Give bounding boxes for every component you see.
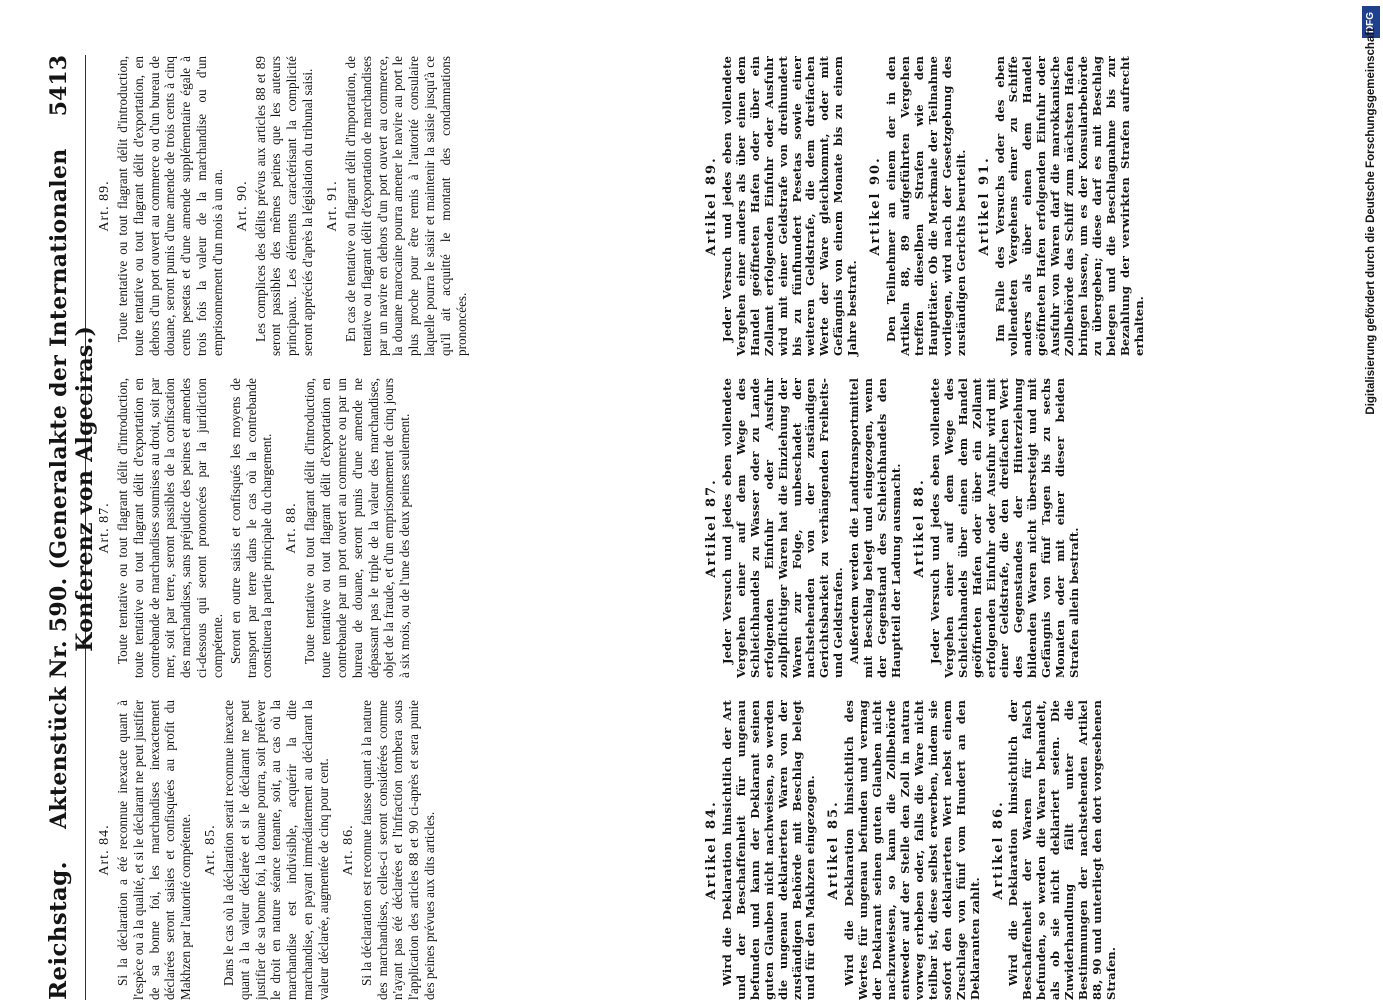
article-title: Artikel 90. — [868, 156, 884, 256]
article-title: Artikel 86. — [990, 800, 1006, 900]
article — [869, 56, 968, 356]
article-title: Art. 85. — [203, 824, 219, 876]
article-title: Artikel 87. — [704, 478, 719, 578]
article-title: Artikel 84. — [704, 800, 719, 900]
article — [705, 700, 818, 1000]
article-title: Artikel 91. — [976, 156, 992, 256]
article-title: Artikel 88. — [911, 478, 927, 578]
article — [992, 700, 1119, 1000]
article — [705, 378, 904, 678]
article — [913, 378, 1082, 678]
article-paragraph: Den Teilnehmer an einem der in den Artikeln 88, 89 aufgeführten Vergehen treffen dieselben Strafen wie den Haupttäter. Ob die Merkmale der Teilnahme vorliegen, wird nach der Gesetzgebung des zuständigen Gerichts beurteilt. — [884, 56, 968, 356]
german-column-2 — [705, 378, 1091, 678]
article-paragraph: Toute tentative ou tout flagrant délit d'introduction, toute tentative ou tout flagrant délit d'exportation en contrebande de marchandises soumises au droit, soit par mer, soit par terre, seront passibles de la confiscation des marchandises, sans préjudice des peines et amendes ci-dessous qui seront prononcées par la juridiction compétente. — [114, 378, 225, 678]
article-title: Art. 91. — [324, 180, 340, 232]
article-paragraph: Wird die Deklaration hinsichtlich des Wertes für ungenau befunden und vermag der Deklarant seinen guten Glauben nicht nachzuweisen, so kann die Zollbehörde entweder auf der Stelle den Zoll in natura vorweg erheben oder, falls die Ware nicht teilbar ist, diese selbst erwerben, indem sie sofort den deklarierten Wert nebst einem Zuschlage von fünf vom Hundert an den Deklaranten zahlt. — [842, 700, 982, 1000]
article — [978, 56, 1147, 356]
header-title: Aktenstück Nr. 590. (Generalakte der Internationalen Konferenz von Algeciras.) — [46, 148, 98, 830]
rotated-page — [45, 0, 1335, 1000]
article-title: Artikel 85. — [826, 800, 842, 900]
article — [705, 56, 860, 356]
article — [341, 700, 438, 1000]
article-paragraph: Les complices des délits prévus aux articles 88 et 89 seront passibles des mêmes peines que les auteurs principaux. Les éléments caractérisant la complicité seront appréciés d'après la législation du tribunal saisi. — [252, 56, 316, 356]
article — [97, 56, 226, 356]
article — [203, 700, 332, 1000]
article-paragraph: Si la déclaration a été reconnue inexacte quant à l'espèce ou à la qualité, et si le déclarant ne peut justifier de sa bonne foi, les marchandises inexactement déclarées seront saisies et confisquées au profit du Makhzen par l'autorité compétente. — [114, 700, 194, 1000]
article-paragraph: Jeder Versuch und jedes eben vollendete Vergehen einer auf dem Wege des Schleichhandels zu Wasser oder zu Lande erfolgenden Einfuhr oder Ausfuhr zollpflichtiger Waren hat die Einziehung der Waren zur Folge, unbeschadet der nachstehenden von der zuständigen Gerichtsbarkeit zu verhängenden Freiheits- und Geldstrafen. — [719, 378, 846, 678]
article-paragraph: Toute tentative ou tout flagrant délit d'introduction, toute tentative ou tout flagrant délit d'exportation en contrebande par un port ouvert au commerce ou par un bureau de douane, seront punis d'une amende ne dépassant pas le triple de la valeur des marchandises, objet de la fraude, et d'un emprisonnement de cinq jours à six mois, ou de l'une des deux peines seulement. — [302, 378, 413, 678]
article — [284, 378, 413, 678]
article-paragraph: En cas de tentative ou flagrant délit d'importation, de tentative ou flagrant délit d'exportation de marchandises par un navire en dehors d'un port ouvert au commerce, la douane marocaine pourra amener le navire au port le plus proche pour être remis à l'autorité consulaire laquelle pourra le saisir et maintenir la saisie jusqu'à ce qu'il ait acquitté le montant des condamnations prononcées. — [342, 56, 469, 356]
french-column-1 — [97, 700, 447, 1000]
article-title: Art. 86. — [340, 824, 356, 876]
dfg-credit: Digitalisierung gefördert durch die Deutsche Forschungsgemeinschaft — [1365, 28, 1377, 415]
article-title: Art. 90. — [234, 180, 250, 232]
article-paragraph: Si la déclaration est reconnue fausse quant à la nature des marchandises, celles-ci seront considérées comme n'ayant pas été déclarées et l'infraction tombera sous l'application des articles 88 et 90 ci-après et sera punie des peines prévues aux dits articles. — [358, 700, 438, 1000]
article — [97, 378, 275, 678]
article-paragraph: Im Falle des Versuchs oder des eben vollendeten Vergehens einer zu Schiffe anders als über einen dem Handel geöffneten Hafen erfolgenden Einfuhr oder Ausfuhr von Waren darf die marokkanische Zollbehörde das Schiff zum nächsten Hafen bringen lassen, um es der Konsularbehörde zu übergeben; diese darf es mit Beschlag belegen und die Beschlagnahme bis zur Bezahlung der verwirkten Strafen aufrecht erhalten. — [992, 56, 1146, 356]
article — [827, 700, 982, 1000]
article-title: Art. 84. — [97, 824, 112, 876]
article-title: Art. 88. — [284, 502, 300, 554]
article-paragraph: Seront en outre saisis et confisqués les moyens de transport par terre dans le cas où la contrebande constituera la partie principale du chargement. — [227, 378, 275, 678]
article-paragraph: Jeder Versuch und jedes eben vollendete Vergehen einer auf dem Wege des Schleichhandels über einen dem Handel geöffneten Hafen oder über ein Zollamt erfolgenden Einfuhr oder Ausfuhr wird mit einer Geldstrafe, die den dreifachen Wert des Gegenstandes der Hinterziehung bildenden Waren nicht übersteigt und mit Gefängnis von fünf Tagen bis zu sechs Monaten oder mit einer dieser beiden Strafen allein bestraft. — [927, 378, 1082, 678]
article — [235, 56, 316, 356]
article-title: Art. 89. — [97, 180, 112, 232]
article-paragraph: Toute tentative ou tout flagrant délit d'introduction, toute tentative ou tout flagrant délit d'exportation, en dehors d'un port ouvert au commerce ou d'un bureau de douane, seront punis d'une amende de trois cents à cinq cents pesetas et d'une amende supplémentaire égale à trois fois la valeur de la marchandise ou d'un emprisonnement d'un mois à un an. — [114, 56, 225, 356]
page-header — [45, 55, 98, 1000]
page-number: 5413 — [46, 55, 72, 117]
german-column-3 — [705, 56, 1156, 356]
header-left: Reichstag. — [45, 861, 72, 1000]
french-column-3 — [97, 56, 479, 356]
article-paragraph: Dans le cas où la déclaration serait reconnue inexacte quant à la valeur déclarée et si le déclarant ne peut justifier de sa bonne foi, la douane pourra, soit prélever le droit en nature séance tenante, soit, au cas où la marchandise est indivisible, acquérir la dite marchandise, en payant immédiatement au déclarant la valeur déclarée, augmentée de cinq pour cent. — [220, 700, 331, 1000]
article-title: Art. 87. — [97, 502, 112, 554]
german-column-1 — [705, 700, 1128, 1000]
dfg-logo: DFG — [1362, 6, 1380, 38]
article-paragraph: Wird die Deklaration hinsichtlich der Art und der Beschaffenheit für ungenau befunden und kann der Deklarant seinen guten Glauben nicht nachweisen, so werden die ungenau deklarierten Waren von der zuständigen Behörde mit Beschlag belegt und für den Makhzen eingezogen. — [719, 700, 818, 1000]
article — [97, 700, 194, 1000]
dfg-strip — [1358, 0, 1383, 1000]
article-paragraph: Jeder Versuch und jedes eben vollendete Vergehen einer anders als über einen dem Handel geöffneten Hafen oder über ein Zollamt erfolgenden Einfuhr oder Ausfuhr wird mit einer Geldstrafe von dreihundert bis zu fünfhundert Pesetas sowie einer weiteren Geldstrafe, die dem dreifachen Werte der Ware gleichkommt, oder mit Gefängnis von einem Monate bis zu einem Jahre bestraft. — [719, 56, 860, 356]
article — [325, 56, 470, 356]
french-column-2 — [97, 378, 422, 678]
article-paragraph: Außerdem werden die Landtransportmittel mit Beschlag belegt und eingezogen, wenn der Gegenstand des Schleichhandels den Hauptteil der Ladung ausmacht. — [847, 378, 903, 678]
article-title: Artikel 89. — [704, 156, 719, 256]
article-paragraph: Wird die Deklaration hinsichtlich der Beschaffenheit der Waren für falsch befunden, so werden die Waren behandelt, als ob sie nicht deklariert seien. Die Zuwiderhandlung fällt unter die Bestimmungen der nachstehenden Artikel 88, 90 und unterliegt den dort vorgesehenen Strafen. — [1006, 700, 1118, 1000]
